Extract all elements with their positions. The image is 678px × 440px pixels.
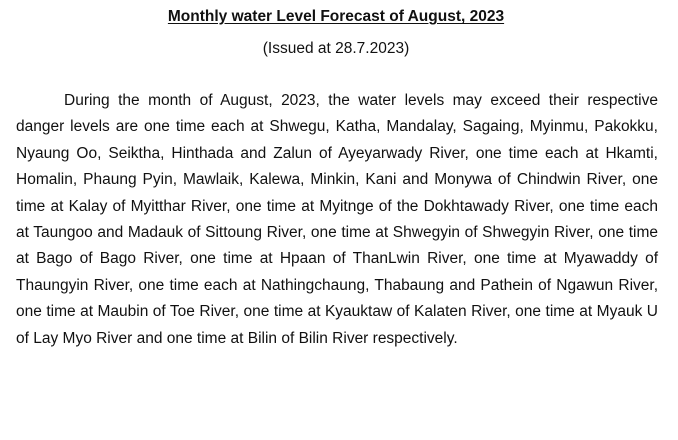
document-title bbox=[0, 7, 672, 27]
issued-date: (Issued at 28.7.2023) bbox=[262, 40, 410, 57]
forecast-paragraph: During the month of August, 2023, the water levels may exceed their respective danger levels are one time each at Shwegu, Katha, Mandalay, Sagaing, Myinmu, Pakokku, Nyaung Oo, Seiktha, Hinthada and Zalun of Ayeyarwady River, one time each at Hkamti, Homalin, Phaung Pyin, Mawlaik, Kalewa, Minkin, Kani and Monywa of Chindwin River, one time at Kalay of Myitthar River, one time at Myitnge of the Dokhtawady River, one time each at Taungoo and Madauk of Sittoung River, one time at Shwegyin of Shwegyin River, one time at Bago of Bago River, one time at Hpaan of ThanLwin River, one time at Myawaddy of Thaungyin River, one time each at Nathingchaung, Thabaung and Pathein of Ngawun River, one time at Maubin of Toe River, one time at Kyauktaw of Kalaten River, one time at Myauk U of Lay Myo River and one time at Bilin of Bilin River respectively. bbox=[16, 92, 658, 347]
document-title-text: Monthly water Level Forecast of August, 2023 bbox=[167, 8, 505, 25]
